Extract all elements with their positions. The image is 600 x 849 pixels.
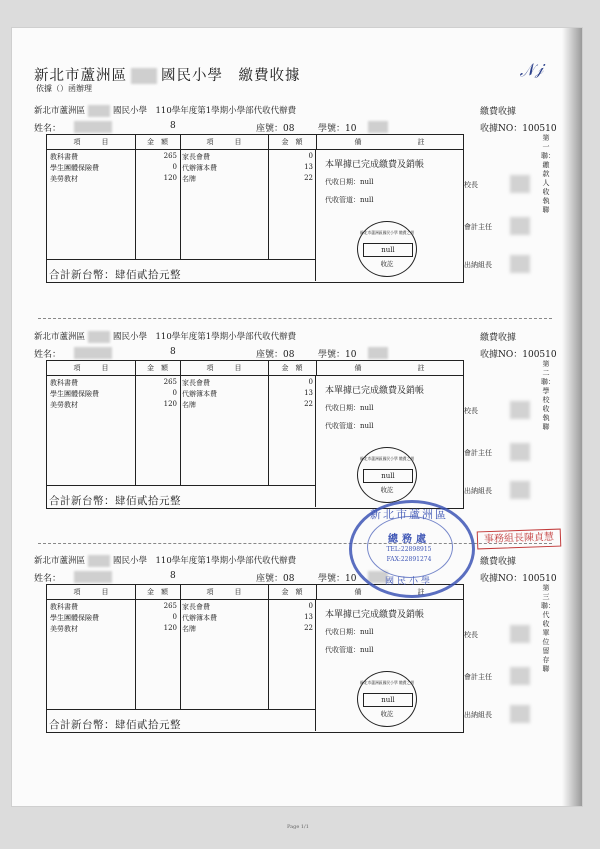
fee-item-name: 名牌 bbox=[182, 401, 196, 409]
fee-item-amount: 265 bbox=[163, 602, 177, 610]
collection-channel: 代收管道：null bbox=[325, 196, 374, 204]
column-line bbox=[135, 375, 136, 485]
official-title: 校長 bbox=[464, 631, 478, 639]
total-row-line bbox=[47, 485, 316, 486]
fee-item-amount: 120 bbox=[163, 624, 177, 632]
stamp-top-text: 新北市蘆洲區 bbox=[370, 508, 448, 521]
fee-item-name: 代辦簿本費 bbox=[182, 614, 217, 622]
document-title bbox=[34, 64, 301, 85]
officials-block bbox=[464, 584, 534, 734]
fee-item-name: 教科書費 bbox=[50, 603, 78, 611]
student-number: 學號：10 bbox=[318, 124, 357, 134]
fee-item-amount: 13 bbox=[304, 613, 313, 621]
section-header bbox=[34, 554, 296, 567]
fee-table bbox=[46, 360, 464, 509]
redacted-box bbox=[88, 555, 110, 567]
fee-item-name: 家長會費 bbox=[182, 379, 210, 387]
section-header bbox=[34, 330, 296, 343]
grade-value: 8 bbox=[170, 121, 176, 131]
receipt-label: 繳費收據 bbox=[480, 557, 517, 567]
redacted-signature bbox=[510, 175, 530, 193]
school-name-a: 新北市蘆洲區 bbox=[34, 556, 86, 566]
official-title: 出納組長 bbox=[464, 487, 492, 495]
table-header-cell: 金 額 bbox=[135, 585, 181, 600]
notes-cell bbox=[323, 149, 461, 281]
total-row-line bbox=[47, 259, 316, 260]
fee-item-amount: 13 bbox=[304, 163, 313, 171]
total-amount: 合計新台幣：肆佰貳拾元整 bbox=[49, 495, 181, 507]
fee-item-amount: 120 bbox=[163, 174, 177, 182]
collection-channel: 代收管道：null bbox=[325, 646, 374, 654]
handwritten-signature: 𝒩𝒿 bbox=[517, 58, 545, 81]
grade-value: 8 bbox=[170, 347, 176, 357]
column-line bbox=[268, 599, 269, 709]
redacted-signature bbox=[510, 705, 530, 723]
receipt-section bbox=[34, 330, 560, 530]
official-title: 會計主任 bbox=[464, 673, 492, 681]
student-info-row bbox=[34, 347, 474, 359]
school-name-a: 新北市蘆洲區 bbox=[34, 332, 86, 342]
redacted-signature bbox=[510, 667, 530, 685]
fee-item-name: 教科書費 bbox=[50, 153, 78, 161]
received-seal bbox=[357, 671, 417, 727]
official-title: 校長 bbox=[464, 407, 478, 415]
redacted-signature bbox=[510, 217, 530, 235]
page-footer: Page 1/1 bbox=[287, 824, 309, 830]
fee-item-name: 學生團體保險費 bbox=[50, 390, 99, 398]
fee-item-amount: 0 bbox=[172, 389, 177, 397]
school-name-b: 國民小學 110學年度第1學期小學部代收代辦費 bbox=[113, 332, 297, 342]
column-line bbox=[180, 149, 181, 259]
redacted-box bbox=[368, 121, 388, 133]
receipt-label: 繳費收據 bbox=[480, 333, 517, 343]
seal-text: 新北市蘆洲區國民小學 繳費之用 bbox=[359, 456, 415, 461]
fee-item-name: 教科書費 bbox=[50, 379, 78, 387]
fee-item-amount: 120 bbox=[163, 400, 177, 408]
receipt-section bbox=[34, 554, 560, 754]
column-line bbox=[135, 599, 136, 709]
fee-table bbox=[46, 134, 464, 283]
title-part-a: 新北市蘆洲區 bbox=[34, 68, 127, 84]
table-header-cell: 金 額 bbox=[268, 585, 317, 600]
fee-item-amount: 22 bbox=[304, 624, 313, 632]
fee-item-name: 代辦簿本費 bbox=[182, 390, 217, 398]
seal-value: null bbox=[363, 469, 413, 483]
receipt-number: 收據NO：100510 bbox=[480, 350, 557, 360]
seal-value: null bbox=[363, 693, 413, 707]
column-line bbox=[315, 375, 316, 507]
redacted-box bbox=[74, 347, 112, 359]
payment-status-note: 本單據已完成繳費及銷帳 bbox=[325, 610, 425, 620]
received-seal bbox=[357, 221, 417, 277]
table-header-cell: 備 註 bbox=[316, 585, 463, 600]
name-label: 姓名： bbox=[34, 350, 62, 360]
redacted-signature bbox=[510, 481, 530, 499]
collection-channel: 代收管道：null bbox=[325, 422, 374, 430]
student-info-row bbox=[34, 121, 474, 133]
fee-item-amount: 0 bbox=[172, 613, 177, 621]
notes-cell bbox=[323, 375, 461, 507]
fee-table bbox=[46, 584, 464, 733]
stamp-fax: FAX:22891274 bbox=[386, 556, 432, 563]
title-part-b: 國民小學 繳費收據 bbox=[161, 68, 301, 84]
fee-item-name: 名牌 bbox=[182, 175, 196, 183]
fee-item-amount: 22 bbox=[304, 174, 313, 182]
redacted-signature bbox=[510, 443, 530, 461]
officials-block bbox=[464, 134, 534, 284]
column-line bbox=[268, 149, 269, 259]
fee-item-name: 學生團體保險費 bbox=[50, 614, 99, 622]
collection-date: 代收日期：null bbox=[325, 628, 374, 636]
redacted-signature bbox=[510, 401, 530, 419]
fee-item-name: 名牌 bbox=[182, 625, 196, 633]
fee-item-name: 學生團體保險費 bbox=[50, 164, 99, 172]
fee-item-name: 家長會費 bbox=[182, 153, 210, 161]
notes-cell bbox=[323, 599, 461, 731]
school-name-a: 新北市蘆洲區 bbox=[34, 106, 86, 116]
fee-item-amount: 265 bbox=[163, 152, 177, 160]
seal-text: 新北市蘆洲區國民小學 繳費之用 bbox=[359, 680, 415, 685]
fee-item-amount: 265 bbox=[163, 378, 177, 386]
column-line bbox=[315, 599, 316, 731]
table-header-cell: 備 註 bbox=[316, 361, 463, 376]
redacted-box bbox=[88, 105, 110, 117]
seal-caption: 收訖 bbox=[380, 260, 394, 268]
seal-value: null bbox=[363, 243, 413, 257]
table-header-cell: 金 額 bbox=[135, 361, 181, 376]
fee-item-name: 代辦簿本費 bbox=[182, 164, 217, 172]
section-divider bbox=[38, 318, 552, 319]
student-number: 學號：10 bbox=[318, 350, 357, 360]
redacted-box bbox=[74, 571, 112, 583]
official-title: 出納組長 bbox=[464, 711, 492, 719]
name-label: 姓名： bbox=[34, 124, 62, 134]
column-line bbox=[135, 149, 136, 259]
table-header-cell: 項 目 bbox=[180, 585, 269, 600]
student-number: 學號：10 bbox=[318, 574, 357, 584]
redacted-box bbox=[131, 68, 157, 84]
collection-date: 代收日期：null bbox=[325, 178, 374, 186]
redacted-signature bbox=[510, 255, 530, 273]
table-header-cell: 項 目 bbox=[47, 135, 136, 150]
table-header-cell: 備 註 bbox=[316, 135, 463, 150]
receipt-number: 收據NO：100510 bbox=[480, 124, 557, 134]
fee-item-name: 美勞教材 bbox=[50, 401, 78, 409]
fee-item-name: 美勞教材 bbox=[50, 175, 78, 183]
section-divider bbox=[38, 543, 552, 544]
official-title: 會計主任 bbox=[464, 223, 492, 231]
receipt-label: 繳費收據 bbox=[480, 107, 517, 117]
fee-item-amount: 13 bbox=[304, 389, 313, 397]
redacted-signature bbox=[510, 625, 530, 643]
column-line bbox=[180, 375, 181, 485]
seal-caption: 收訖 bbox=[380, 486, 394, 494]
stamp-tel: TEL:22898915 bbox=[386, 546, 432, 553]
table-header-cell: 金 額 bbox=[135, 135, 181, 150]
table-header-cell: 項 目 bbox=[47, 361, 136, 376]
stamp-middle-text: 總務處 bbox=[388, 534, 430, 545]
scan-edge-shadow bbox=[562, 28, 582, 806]
fee-item-name: 美勞教材 bbox=[50, 625, 78, 633]
table-header-cell: 項 目 bbox=[180, 135, 269, 150]
collection-date: 代收日期：null bbox=[325, 404, 374, 412]
fee-item-name: 家長會費 bbox=[182, 603, 210, 611]
redacted-box bbox=[88, 331, 110, 343]
official-title: 出納組長 bbox=[464, 261, 492, 269]
column-line bbox=[315, 149, 316, 281]
total-row-line bbox=[47, 709, 316, 710]
table-header-cell: 金 額 bbox=[268, 361, 317, 376]
column-line bbox=[180, 599, 181, 709]
table-header-cell: 金 額 bbox=[268, 135, 317, 150]
officials-block bbox=[464, 360, 534, 510]
receipt-section bbox=[34, 104, 560, 304]
official-title: 校長 bbox=[464, 181, 478, 189]
copy-designation: 第三聯：代收單位留存聯 bbox=[541, 584, 555, 673]
copy-designation: 第二聯：學校收執聯 bbox=[541, 360, 555, 431]
stamp-bottom-text: 國民小學 bbox=[384, 577, 433, 587]
total-amount: 合計新台幣：肆佰貳拾元整 bbox=[49, 719, 181, 731]
seat-number: 座號：08 bbox=[256, 124, 295, 134]
redacted-box bbox=[368, 347, 388, 359]
redacted-box bbox=[74, 121, 112, 133]
name-label: 姓名： bbox=[34, 574, 62, 584]
table-header-cell: 項 目 bbox=[180, 361, 269, 376]
office-seal-stamp bbox=[349, 500, 469, 592]
payment-status-note: 本單據已完成繳費及銷帳 bbox=[325, 160, 425, 170]
column-line bbox=[268, 375, 269, 485]
receipt-number: 收據NO：100510 bbox=[480, 574, 557, 584]
school-name-b: 國民小學 110學年度第1學期小學部代收代辦費 bbox=[113, 106, 297, 116]
document-subtitle: 依據（）函辦理 bbox=[36, 84, 92, 93]
school-name-b: 國民小學 110學年度第1學期小學部代收代辦費 bbox=[113, 556, 297, 566]
received-seal bbox=[357, 447, 417, 503]
official-title: 會計主任 bbox=[464, 449, 492, 457]
grade-value: 8 bbox=[170, 571, 176, 581]
seat-number: 座號：08 bbox=[256, 574, 295, 584]
fee-item-amount: 0 bbox=[308, 378, 313, 386]
table-header-cell: 項 目 bbox=[47, 585, 136, 600]
fee-item-amount: 0 bbox=[308, 152, 313, 160]
officer-name-stamp: 事務組長陳貞慧 bbox=[477, 529, 562, 550]
seal-caption: 收訖 bbox=[380, 710, 394, 718]
fee-item-amount: 22 bbox=[304, 400, 313, 408]
total-amount: 合計新台幣：肆佰貳拾元整 bbox=[49, 269, 181, 281]
seal-text: 新北市蘆洲區國民小學 繳費之用 bbox=[359, 230, 415, 235]
copy-designation: 第一聯：繳款人收執聯 bbox=[541, 134, 555, 214]
payment-status-note: 本單據已完成繳費及銷帳 bbox=[325, 386, 425, 396]
fee-item-amount: 0 bbox=[172, 163, 177, 171]
seat-number: 座號：08 bbox=[256, 350, 295, 360]
fee-item-amount: 0 bbox=[308, 602, 313, 610]
section-header bbox=[34, 104, 296, 117]
